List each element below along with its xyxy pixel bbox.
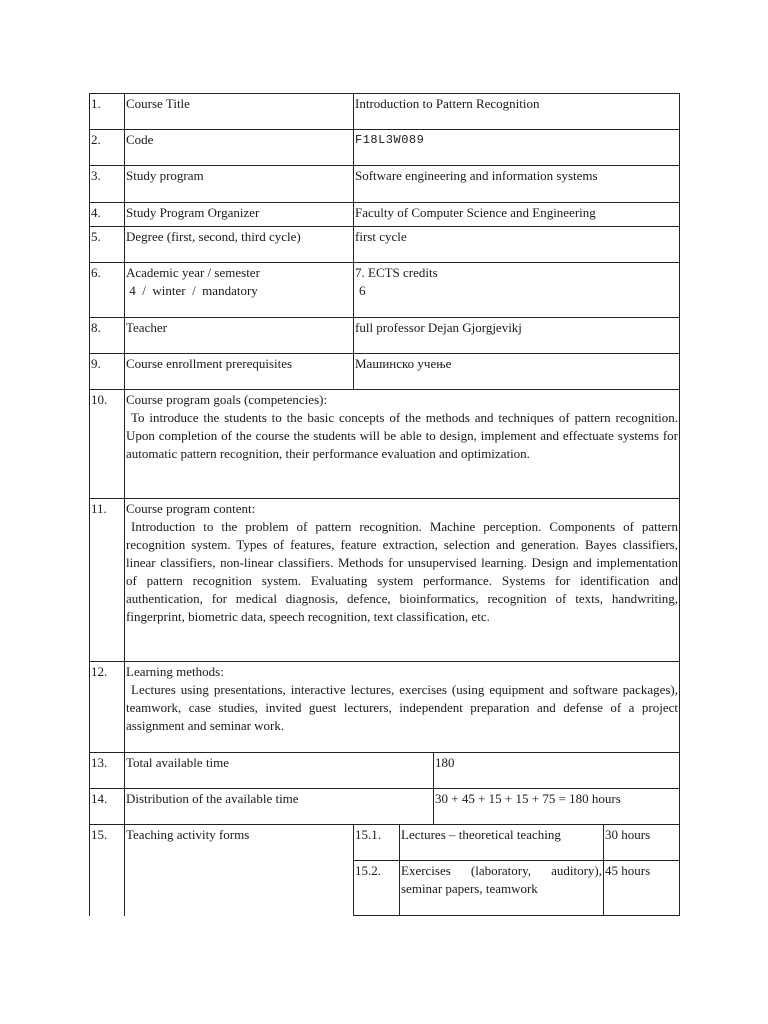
row-value: full professor Dejan Gjorgjevikj bbox=[354, 318, 680, 354]
methods-cell bbox=[125, 662, 680, 753]
row-course-title bbox=[90, 94, 680, 130]
row-label: Teacher bbox=[125, 318, 354, 354]
activity-number: 15.1. bbox=[354, 825, 400, 861]
row-number: 11. bbox=[90, 499, 125, 662]
row-prerequisites bbox=[90, 354, 680, 390]
ects-label: 7. ECTS credits bbox=[355, 265, 438, 280]
methods-title: Learning methods: bbox=[126, 664, 224, 679]
row-value: Машинско учење bbox=[354, 354, 680, 390]
row-label: Study program bbox=[125, 166, 354, 203]
row-label: Total available time bbox=[125, 753, 434, 789]
row-value: Introduction to Pattern Recognition bbox=[354, 94, 680, 130]
row-number: 10. bbox=[90, 390, 125, 499]
row-number: 15. bbox=[90, 825, 125, 916]
row-number: 1. bbox=[90, 94, 125, 130]
row-label: Course Title bbox=[125, 94, 354, 130]
row-teaching-activity-1 bbox=[90, 825, 680, 861]
ects-value: 6 bbox=[359, 283, 366, 298]
row-label: Distribution of the available time bbox=[125, 789, 434, 825]
goals-text: To introduce the students to the basic concepts of the methods and techniques of pattern recognition. Upon completion of the course the students will be able to design, implement and effectuate systems for automatic pattern recognition, their performance evaluation and optimization. bbox=[126, 410, 678, 461]
row-number: 5. bbox=[90, 227, 125, 263]
row-learning-methods bbox=[90, 662, 680, 753]
row-label: Study Program Organizer bbox=[125, 203, 354, 227]
row-value: 180 bbox=[434, 753, 680, 789]
row-number: 14. bbox=[90, 789, 125, 825]
row-value: Faculty of Computer Science and Engineering bbox=[354, 203, 680, 227]
row-study-program bbox=[90, 166, 680, 203]
row-number: 4. bbox=[90, 203, 125, 227]
row-total-time bbox=[90, 753, 680, 789]
goals-title: Course program goals (competencies): bbox=[126, 392, 328, 407]
row-label: Degree (first, second, third cycle) bbox=[125, 227, 354, 263]
row-number: 3. bbox=[90, 166, 125, 203]
row-goals bbox=[90, 390, 680, 499]
row-teacher bbox=[90, 318, 680, 354]
activity-number: 15.2. bbox=[354, 861, 400, 916]
activity-hours: 30 hours bbox=[604, 825, 680, 861]
row-value: first cycle bbox=[354, 227, 680, 263]
methods-text: Lectures using presentations, interactive lectures, exercises (using equipment and software packages), teamwork, case studies, invited guest lecturers, independent preparation and defense of a project assignment and seminar work. bbox=[126, 682, 678, 733]
academic-year-label: Academic year / semester bbox=[126, 265, 260, 280]
row-number: 8. bbox=[90, 318, 125, 354]
row-distribution bbox=[90, 789, 680, 825]
row-value bbox=[354, 263, 680, 318]
content-text: Introduction to the problem of pattern recognition. Machine perception. Components of pattern recognition system. Types of features, feature extraction, selection and generation. Bayes classifiers, linear classifiers, non-linear classifiers. Methods for unsupervised learning. Design and implementation of pattern recognition system. Evaluating system performance. Systems for identification and authentication, for medical diagnosis, defence, bioinformatics, recognition of texts, handwriting, fingerprint, biometric data, speech recognition, text classification, etc. bbox=[126, 519, 678, 624]
row-label bbox=[125, 263, 354, 318]
row-number: 13. bbox=[90, 753, 125, 789]
content-title: Course program content: bbox=[126, 501, 256, 516]
row-degree bbox=[90, 227, 680, 263]
course-syllabus-table bbox=[89, 93, 680, 916]
row-organizer bbox=[90, 203, 680, 227]
activity-name: Exercises (laboratory, auditory), seminar papers, teamwork bbox=[400, 861, 604, 916]
row-number: 9. bbox=[90, 354, 125, 390]
row-label: Course enrollment prerequisites bbox=[125, 354, 354, 390]
activity-name: Lectures – theoretical teaching bbox=[400, 825, 604, 861]
activity-hours: 45 hours bbox=[604, 861, 680, 916]
content-cell bbox=[125, 499, 680, 662]
row-number: 2. bbox=[90, 130, 125, 166]
row-number: 6. bbox=[90, 263, 125, 318]
row-label: Code bbox=[125, 130, 354, 166]
row-academic-year bbox=[90, 263, 680, 318]
row-value: 30 + 45 + 15 + 15 + 75 = 180 hours bbox=[434, 789, 680, 825]
course-code-value: F18L3W089 bbox=[354, 130, 680, 166]
row-value: Software engineering and information systems bbox=[354, 166, 680, 203]
semester-value: 4 / winter / mandatory bbox=[126, 283, 258, 298]
goals-cell bbox=[125, 390, 680, 499]
row-number: 12. bbox=[90, 662, 125, 753]
row-label: Teaching activity forms bbox=[125, 825, 354, 916]
row-code bbox=[90, 130, 680, 166]
row-content bbox=[90, 499, 680, 662]
